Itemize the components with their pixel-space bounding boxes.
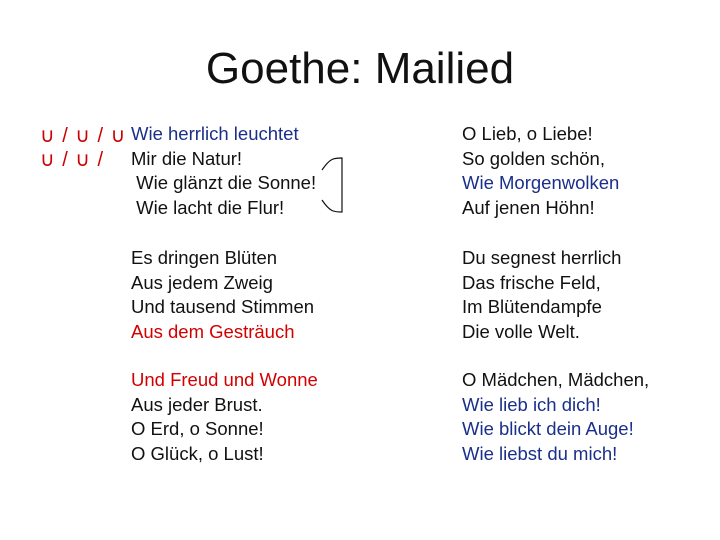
stanza-line: O Glück, o Lust! — [131, 443, 264, 465]
stanza-line: Wie blickt dein Auge! — [462, 418, 634, 440]
stanza-3 — [131, 246, 381, 345]
stanza-2 — [462, 122, 712, 221]
stanza-line: Du segnest herrlich — [462, 247, 622, 268]
meter-notation-line-1: ∪ / ∪ / ∪ — [40, 125, 127, 147]
stanza-line: Die volle Welt. — [462, 321, 580, 343]
stanza-4 — [462, 246, 712, 345]
stanza-line: Aus jeder Brust. — [131, 393, 263, 415]
stanza-line: O Lieb, o Liebe! — [462, 123, 593, 144]
stanza-6 — [462, 368, 712, 467]
slide-title: Goethe: Mailied — [205, 44, 515, 93]
stanza-line: So golden schön, — [462, 147, 605, 169]
stanza-line: Das frische Feld, — [462, 271, 601, 293]
stanza-line: Im Blütendampfe — [462, 296, 602, 318]
stanza-line: Wie herrlich leuchtet — [131, 123, 299, 144]
stanza-line: Wie liebst du mich! — [462, 443, 618, 465]
stanza-line: Auf jenen Höhn! — [462, 197, 595, 219]
stanza-line: Und Freud und Wonne — [131, 369, 318, 390]
stanza-line: Und tausend Stimmen — [131, 296, 315, 318]
stanza-line: Wie lieb ich dich! — [462, 393, 601, 415]
rhyme-bracket — [320, 140, 360, 230]
stanza-line: O Mädchen, Mädchen, — [462, 369, 650, 390]
stanza-line: Wie lacht die Flur! — [131, 197, 285, 219]
meter-notation-line-2: ∪ / ∪ / — [40, 149, 105, 171]
stanza-5 — [131, 368, 381, 467]
stanza-line: Wie Morgenwolken — [462, 172, 620, 194]
stanza-line: O Erd, o Sonne! — [131, 418, 264, 440]
stanza-line: Aus jedem Zweig — [131, 271, 273, 293]
stanza-line: Wie glänzt die Sonne! — [131, 172, 317, 194]
stanza-line: Es dringen Blüten — [131, 247, 278, 268]
stanza-line: Mir die Natur! — [131, 147, 243, 169]
stanza-line: Aus dem Gesträuch — [131, 321, 295, 343]
